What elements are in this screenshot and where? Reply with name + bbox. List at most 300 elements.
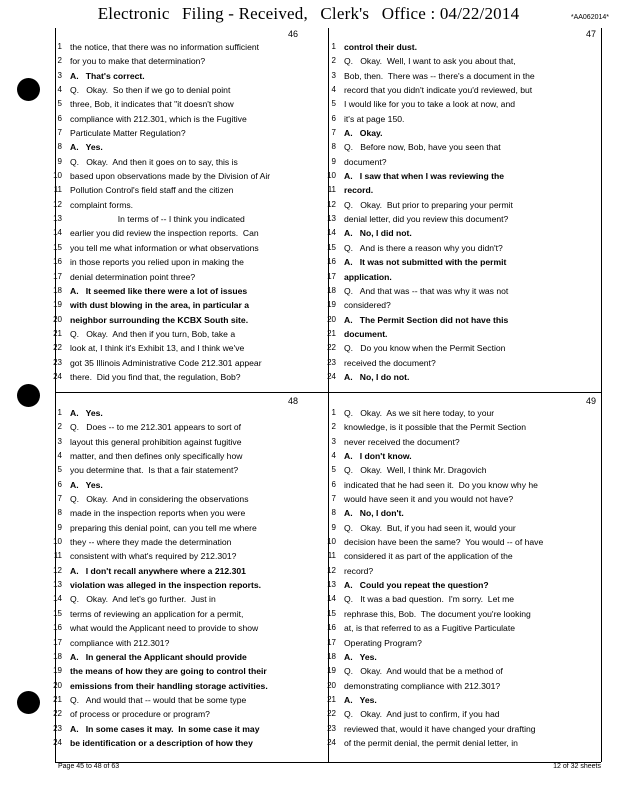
line-text: A. The Permit Section did not have this — [344, 314, 509, 325]
transcript-line — [322, 97, 597, 111]
transcript-line — [48, 356, 323, 370]
transcript-line — [322, 140, 597, 154]
line-number: 19 — [327, 666, 336, 676]
line-text: A. No, I do not. — [344, 371, 410, 382]
line-number: 20 — [53, 680, 62, 690]
line-number: 24 — [53, 371, 62, 381]
line-number: 2 — [57, 422, 62, 432]
line-text: Q. Before now, Bob, have you seen that — [344, 142, 501, 153]
line-number: 7 — [331, 494, 336, 504]
line-text: A. Yes. — [70, 479, 103, 490]
line-text: layout this general prohibition against fugitive — [70, 436, 242, 447]
line-number: 14 — [53, 228, 62, 238]
transcript-line — [322, 435, 597, 449]
line-number: 4 — [57, 451, 62, 461]
line-number: 5 — [331, 99, 336, 109]
line-number: 9 — [331, 156, 336, 166]
transcript-line — [322, 722, 597, 736]
line-text: based upon observations made by the Division of Air — [70, 171, 271, 182]
line-number: 6 — [331, 479, 336, 489]
header-part-1: Electronic — [97, 4, 170, 23]
line-number: 9 — [331, 522, 336, 532]
transcript-line — [48, 535, 323, 549]
line-number: 8 — [331, 508, 336, 518]
line-text: reviewed that, would it have changed your drafting — [344, 723, 536, 734]
line-number: 8 — [331, 142, 336, 152]
transcript-line — [322, 607, 597, 621]
line-text: A. In some cases it may. In some case it may — [70, 723, 260, 734]
line-text: neighbor surrounding the KCBX South site. — [70, 314, 249, 325]
line-number: 3 — [331, 70, 336, 80]
transcript-line — [48, 54, 323, 68]
line-text: Q. And that was -- that was why it was not — [344, 285, 509, 296]
transcript-line — [48, 284, 323, 298]
line-number: 18 — [53, 651, 62, 661]
transcript-page-46 — [48, 40, 323, 384]
line-number: 21 — [327, 328, 336, 338]
transcript-line — [322, 83, 597, 97]
line-number: 16 — [53, 623, 62, 633]
line-number: 12 — [53, 565, 62, 575]
line-number: 4 — [331, 85, 336, 95]
transcript-line — [48, 212, 323, 226]
line-number: 20 — [327, 680, 336, 690]
line-text: matter, and then defines only specifically how — [70, 451, 243, 462]
page-number: 46 — [288, 29, 299, 39]
transcript-line — [48, 169, 323, 183]
transcript-line — [48, 298, 323, 312]
line-number: 3 — [331, 436, 336, 446]
transcript-line — [322, 284, 597, 298]
line-text: A. That's correct. — [70, 70, 145, 81]
transcript-line — [322, 636, 597, 650]
line-text: document? — [344, 156, 387, 167]
line-number: 23 — [53, 357, 62, 367]
line-text: indicated that he had seen it. Do you know why he — [344, 479, 538, 490]
line-text: A. Okay. — [344, 128, 383, 139]
header-part-2: Filing - Received, — [182, 4, 308, 23]
line-text: denial letter, did you review this document? — [344, 214, 509, 225]
line-number: 2 — [331, 56, 336, 66]
line-text: A. It seemed like there were a lot of issues — [70, 285, 248, 296]
transcript-line — [48, 313, 323, 327]
line-number: 9 — [57, 156, 62, 166]
transcript-line — [322, 255, 597, 269]
line-number: 23 — [53, 723, 62, 733]
page-number: 49 — [586, 396, 597, 406]
line-number: 11 — [327, 185, 336, 195]
line-number: 5 — [331, 465, 336, 475]
page-right-border — [601, 28, 602, 762]
line-text: record. — [344, 185, 374, 196]
transcript-line — [322, 693, 597, 707]
line-number: 1 — [331, 408, 336, 417]
line-text: denial determination point three? — [70, 271, 196, 282]
transcript-line — [48, 707, 323, 721]
transcript-line — [48, 449, 323, 463]
line-text: emissions from their handling storage activities. — [70, 680, 268, 691]
line-text: Q. Okay. And then it goes on to say, this is — [70, 156, 238, 167]
transcript-line — [322, 126, 597, 140]
line-text: demonstrating compliance with 212.301? — [344, 680, 501, 691]
transcript-line — [48, 521, 323, 535]
transcript-line — [322, 449, 597, 463]
line-text: complaint forms. — [70, 199, 134, 210]
line-text: they -- where they made the determination — [70, 537, 232, 548]
filing-stamp-header — [0, 4, 617, 24]
transcript-line — [322, 650, 597, 664]
transcript-line — [322, 54, 597, 68]
transcript-line — [48, 327, 323, 341]
line-text: Q. Okay. And in considering the observations — [70, 494, 249, 505]
transcript-line — [48, 40, 323, 54]
footer-page-range: Page 45 to 48 of 63 — [58, 763, 120, 770]
line-number: 7 — [57, 494, 62, 504]
transcript-line — [48, 270, 323, 284]
line-number: 15 — [327, 242, 336, 252]
line-text: look at, I think it's Exhibit 13, and I think we've — [70, 343, 245, 354]
transcript-line — [322, 270, 597, 284]
transcript-line — [48, 492, 323, 506]
transcript-line — [48, 370, 323, 384]
line-number: 22 — [53, 709, 62, 719]
line-number: 24 — [327, 371, 336, 381]
line-number: 13 — [327, 214, 336, 224]
line-text: A. I saw that when I was reviewing the — [344, 171, 504, 182]
transcript-line — [48, 463, 323, 477]
line-text: Q. Okay. And let's go further. Just in — [70, 594, 216, 605]
line-text: A. Yes. — [344, 651, 377, 662]
transcript-line — [322, 370, 597, 384]
line-number: 23 — [327, 357, 336, 367]
line-number: 3 — [57, 436, 62, 446]
line-number: 12 — [327, 199, 336, 209]
line-number: 15 — [53, 242, 62, 252]
transcript-line — [322, 707, 597, 721]
document-number: *AA062014* — [570, 14, 609, 21]
line-text: there. Did you find that, the regulation, Bob? — [70, 371, 241, 382]
line-text: decision have been the same? You would -- of have — [344, 537, 544, 548]
line-text: Q. Okay. Well, I think Mr. Dragovich — [344, 465, 487, 476]
line-text: the notice, that there was no information sufficient — [70, 42, 260, 52]
line-number: 13 — [53, 580, 62, 590]
line-number: 2 — [57, 56, 62, 66]
line-text: Q. Okay. And would that be a method of — [344, 666, 503, 677]
transcript-line — [322, 535, 597, 549]
header-part-4: Office : 04/22/2014 — [381, 4, 520, 23]
transcript-line — [322, 592, 597, 606]
line-number: 8 — [57, 142, 62, 152]
line-text: Particulate Matter Regulation? — [70, 128, 186, 139]
line-number: 21 — [53, 694, 62, 704]
page-number: 47 — [586, 29, 597, 39]
transcript-line — [48, 140, 323, 154]
line-text: of process or procedure or program? — [70, 709, 210, 720]
transcript-line — [48, 226, 323, 240]
transcript-line — [48, 592, 323, 606]
line-number: 20 — [53, 314, 62, 324]
line-number: 22 — [53, 343, 62, 353]
line-number: 14 — [53, 594, 62, 604]
line-number: 13 — [327, 580, 336, 590]
transcript-line — [48, 69, 323, 83]
line-number: 18 — [53, 285, 62, 295]
line-text: of the permit denial, the permit denial letter, in — [344, 737, 518, 748]
transcript-line — [48, 693, 323, 707]
line-number: 6 — [57, 113, 62, 123]
line-number: 9 — [57, 522, 62, 532]
line-text: considered? — [344, 300, 391, 311]
line-text: Q. Okay. And then if you turn, Bob, take a — [70, 328, 236, 339]
line-text: Q. Okay. Well, I want to ask you about that, — [344, 56, 516, 67]
transcript-line — [322, 564, 597, 578]
line-text: Q. Do you know when the Permit Section — [344, 343, 506, 354]
line-text: Q. Okay. So then if we go to denial point — [70, 85, 231, 96]
transcript-line — [48, 435, 323, 449]
transcript-line — [322, 298, 597, 312]
line-text: A. Yes. — [344, 694, 377, 705]
line-number: 12 — [327, 565, 336, 575]
page-number: 48 — [288, 396, 299, 406]
line-text: the means of how they are going to control their — [70, 666, 267, 677]
line-text: what would the Applicant need to provide to show — [70, 623, 259, 634]
transcript-line — [48, 607, 323, 621]
transcript-line — [322, 313, 597, 327]
transcript-line — [48, 406, 323, 420]
punch-hole — [17, 384, 40, 407]
line-number: 7 — [57, 128, 62, 138]
line-number: 17 — [327, 271, 336, 281]
line-number: 16 — [327, 257, 336, 267]
transcript-line — [322, 226, 597, 240]
line-text: Q. Okay. But prior to preparing your permit — [344, 199, 513, 210]
line-text: Operating Program? — [344, 637, 422, 648]
transcript-line — [48, 664, 323, 678]
transcript-line — [322, 198, 597, 212]
transcript-line — [48, 183, 323, 197]
line-text: rephrase this, Bob. The document you're looking — [344, 608, 531, 619]
line-text: compliance with 212.301? — [70, 637, 170, 648]
transcript-line — [322, 621, 597, 635]
line-number: 15 — [53, 608, 62, 618]
transcript-line — [322, 69, 597, 83]
line-text: Q. And is there a reason why you didn't? — [344, 242, 503, 253]
transcript-line — [48, 155, 323, 169]
transcript-line — [322, 241, 597, 255]
line-text: Bob, then. There was -- there's a document in the — [344, 70, 535, 81]
transcript-line — [48, 198, 323, 212]
line-number: 14 — [327, 594, 336, 604]
line-text: In terms of -- I think you indicated — [70, 214, 245, 225]
line-number: 1 — [57, 408, 62, 417]
transcript-line — [322, 169, 597, 183]
line-number: 10 — [327, 537, 336, 547]
line-number: 17 — [53, 637, 62, 647]
transcript-line — [48, 478, 323, 492]
transcript-line — [322, 578, 597, 592]
line-number: 1 — [331, 42, 336, 51]
line-number: 24 — [53, 737, 62, 747]
line-number: 13 — [53, 214, 62, 224]
transcript-page-48 — [48, 406, 323, 750]
line-text: A. No, I did not. — [344, 228, 412, 239]
transcript-line — [48, 506, 323, 520]
line-number: 4 — [331, 451, 336, 461]
line-number: 11 — [53, 185, 62, 195]
transcript-page-47 — [322, 40, 597, 384]
line-text: document. — [344, 328, 388, 339]
line-text: I would like for you to take a look at now, and — [344, 99, 516, 110]
line-number: 10 — [327, 171, 336, 181]
line-number: 21 — [327, 694, 336, 704]
line-text: A. No, I don't. — [344, 508, 404, 519]
line-text: A. Yes. — [70, 408, 103, 418]
transcript-line — [322, 327, 597, 341]
line-number: 18 — [327, 651, 336, 661]
transcript-line — [322, 341, 597, 355]
line-number: 19 — [327, 300, 336, 310]
line-number: 11 — [53, 551, 62, 561]
line-text: in those reports you relied upon in making the — [70, 257, 244, 268]
line-number: 18 — [327, 285, 336, 295]
line-number: 12 — [53, 199, 62, 209]
line-text: it's at page 150. — [344, 113, 405, 124]
page-bottom-border — [55, 762, 601, 763]
transcript-line — [48, 97, 323, 111]
line-number: 5 — [57, 465, 62, 475]
line-text: with dust blowing in the area, in particular a — [70, 300, 250, 311]
transcript-line — [322, 463, 597, 477]
transcript-line — [48, 736, 323, 750]
line-text: record that you didn't indicate you'd reviewed, but — [344, 85, 533, 96]
line-text: Pollution Control's field staff and the citizen — [70, 185, 234, 196]
line-text: A. I don't recall anywhere where a 212.301 — [70, 565, 246, 576]
line-number: 10 — [53, 537, 62, 547]
line-text: control their dust. — [344, 42, 418, 52]
line-text: Q. Okay. And just to confirm, if you had — [344, 709, 500, 720]
line-number: 6 — [57, 479, 62, 489]
line-text: A. It was not submitted with the permit — [344, 257, 507, 268]
line-number: 16 — [53, 257, 62, 267]
transcript-line — [322, 155, 597, 169]
line-text: you tell me what information or what observations — [70, 242, 259, 253]
line-text: three, Bob, it indicates that "it doesn't show — [70, 99, 234, 110]
line-text: violation was alleged in the inspection reports. — [70, 580, 262, 591]
line-number: 15 — [327, 608, 336, 618]
line-number: 22 — [327, 709, 336, 719]
transcript-line — [322, 40, 597, 54]
transcript-line — [48, 722, 323, 736]
transcript-page-49 — [322, 406, 597, 750]
line-text: considered it as part of the application of the — [344, 551, 513, 562]
line-text: never received the document? — [344, 436, 460, 447]
transcript-line — [322, 506, 597, 520]
transcript-line — [322, 112, 597, 126]
transcript-line — [48, 126, 323, 140]
line-number: 10 — [53, 171, 62, 181]
transcript-line — [322, 420, 597, 434]
transcript-line — [322, 406, 597, 420]
line-number: 7 — [331, 128, 336, 138]
page-row-divider — [55, 392, 601, 393]
line-number: 17 — [53, 271, 62, 281]
line-number: 8 — [57, 508, 62, 518]
punch-hole — [17, 691, 40, 714]
transcript-line — [322, 521, 597, 535]
transcript-line — [48, 255, 323, 269]
line-number: 19 — [53, 666, 62, 676]
line-text: received the document? — [344, 357, 436, 368]
transcript-line — [48, 112, 323, 126]
transcript-line — [48, 83, 323, 97]
transcript-line — [322, 679, 597, 693]
transcript-line — [48, 549, 323, 563]
line-text: be identification or a description of how they — [70, 737, 253, 748]
transcript-line — [322, 212, 597, 226]
transcript-line — [48, 578, 323, 592]
line-text: at, is that referred to as a Fugitive Particulate — [344, 623, 516, 634]
line-text: you determine that. Is that a fair statement? — [70, 465, 239, 476]
transcript-line — [322, 492, 597, 506]
line-text: compliance with 212.301, which is the Fugitive — [70, 113, 247, 124]
line-text: Q. It was a bad question. I'm sorry. Let me — [344, 594, 515, 605]
line-text: earlier you did review the inspection reports. Can — [70, 228, 259, 239]
line-text: record? — [344, 565, 374, 576]
header-part-3: Clerk's — [320, 4, 370, 23]
transcript-line — [48, 679, 323, 693]
transcript-line — [48, 636, 323, 650]
line-number: 14 — [327, 228, 336, 238]
line-text: for you to make that determination? — [70, 56, 206, 67]
line-text: terms of reviewing an application for a permit, — [70, 608, 244, 619]
transcript-line — [322, 183, 597, 197]
punch-hole — [17, 78, 40, 101]
line-text: consistent with what's required by 212.301? — [70, 551, 237, 562]
line-number: 23 — [327, 723, 336, 733]
line-text: preparing this denial point, can you tell me where — [70, 522, 257, 533]
transcript-line — [322, 736, 597, 750]
line-number: 20 — [327, 314, 336, 324]
transcript-line — [48, 650, 323, 664]
footer-sheet-count: 12 of 32 sheets — [553, 763, 601, 770]
line-number: 17 — [327, 637, 336, 647]
transcript-line — [48, 564, 323, 578]
line-text: A. Could you repeat the question? — [344, 580, 489, 591]
line-number: 21 — [53, 328, 62, 338]
line-text: A. In general the Applicant should provide — [70, 651, 247, 662]
line-number: 3 — [57, 70, 62, 80]
line-number: 5 — [57, 99, 62, 109]
line-text: Q. And would that -- would that be some type — [70, 694, 247, 705]
line-text: Q. Does -- to me 212.301 appears to sort of — [70, 422, 242, 433]
transcript-line — [322, 664, 597, 678]
line-text: Q. Okay. But, if you had seen it, would your — [344, 522, 516, 533]
line-number: 16 — [327, 623, 336, 633]
line-number: 2 — [331, 422, 336, 432]
line-number: 6 — [331, 113, 336, 123]
line-text: A. Yes. — [70, 142, 103, 153]
line-text: Q. Okay. As we sit here today, to your — [344, 408, 495, 418]
transcript-line — [322, 549, 597, 563]
transcript-line — [322, 356, 597, 370]
line-text: application. — [344, 271, 392, 282]
transcript-line — [48, 420, 323, 434]
line-text: A. I don't know. — [344, 451, 412, 462]
line-number: 22 — [327, 343, 336, 353]
transcript-line — [48, 341, 323, 355]
line-text: would have seen it and you would not have? — [344, 494, 514, 505]
line-text: made in the inspection reports when you were — [70, 508, 246, 519]
